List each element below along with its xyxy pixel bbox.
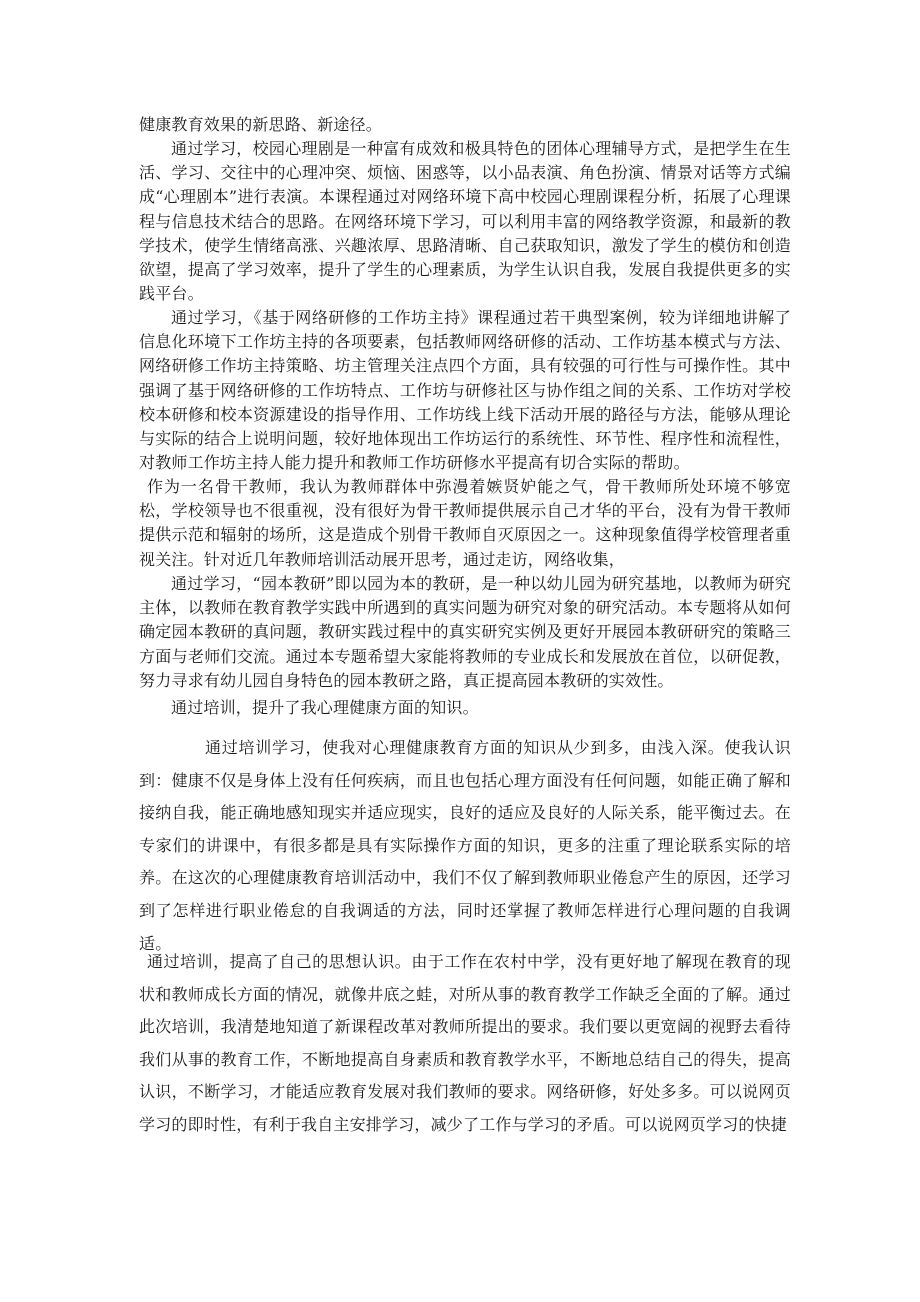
paragraph-4: 作为一名骨干教师，我认为教师群体中弥漫着嫉贤妒能之气，骨干教师所处环境不够宽松，学校领导也不很重视，没有很好为骨干教师提供展示自己才华的平台，没有为骨干教师提供示范和辐射的场所，这是造成个别骨干教师自灭原因之一。这种现象值得学校管理者重视关注。针对近几年教师培训活动展开思考，通过走访，网络收集， <box>139 477 791 569</box>
paragraph-3: 通过学习，《基于网络研修的工作坊主持》课程通过若干典型案例，较为详细地讲解了信息化环境下工作坊主持的各项要素，包括教师网络研修的活动、工作坊基本模式与方法、网络研修工作坊主持策略、坊主管理关注点四个方面，具有较强的可行性与可操作性。其中强调了基于网络研修的工作坊特点、工作坊与研修社区与协作组之间的关系、工作坊对学校校本研修和校本资源建设的指导作用、工作坊线上线下活动开展的路径与方法，能够从理论与实际的结合上说明问题，较好地体现出工作坊运行的系统性、环节性、程序性和流程性，对教师工作坊主持人能力提升和教师工作坊研修水平提高有切合实际的帮助。 <box>139 308 791 473</box>
paragraph-7: 通过培训学习，使我对心理健康教育方面的知识从少到多，由浅入深。使我认识到：健康不仅是身体上没有任何疾病，而且也包括心理方面没有任何问题，如能正确了解和接纳自我，能正确地感知现实并适应现实，良好的适应及良好的人际关系，能平衡过去。在专家们的讲课中，有很多都是具有实际操作方面的知识，更多的注重了理论联系实际的培养。在这次的心理健康教育培训活动中，我们不仅了解到教师职业倦怠产生的原因，还学习到了怎样进行职业倦怠的自我调适的方法，同时还掌握了教师怎样进行心理问题的自我调适。 <box>139 738 791 953</box>
paragraph-5: 通过学习，“园本教研”即以园为本的教研，是一种以幼儿园为研究基地，以教师为研究主体，以教师在教育教学实践中所遇到的真实问题为研究对象的研究活动。本专题将从如何确定园本教研的真问题，教研实践过程中的真实研究实例及更好开展园本教研研究的策略三方面与老师们交流。通过本专题希望大家能将教师的专业成长和发展放在首位，以研促教，努力寻求有幼儿园自身特色的园本教研之路，真正提高园本教研的实效性。 <box>139 574 791 690</box>
paragraph-6: 通过培训，提升了我心理健康方面的知识。 <box>171 698 479 717</box>
paragraph-8: 通过培训，提高了自己的思想认识。由于工作在农村中学，没有更好地了解现在教育的现状和教师成长方面的情况，就像井底之蛙，对所从事的教育教学工作缺乏全面的了解。通过此次培训，我清楚地知道了新课程改革对教师所提出的要求。我们要以更宽阔的视野去看待我们从事的教育工作，不断地提高自身素质和教育教学水平，不断地总结自己的得失，提高认识，不断学习，才能适应教育发展对我们教师的要求。网络研修，好处多多。可以说网页学习的即时性，有利于我自主安排学习，减少了工作与学习的矛盾。可以说网页学习的快捷 <box>139 952 791 1134</box>
paragraph-1: 健康教育效果的新思路、新途径。 <box>139 115 383 134</box>
paragraph-2: 通过学习，校园心理剧是一种富有成效和极具特色的团体心理辅导方式，是把学生在生活、学习、交往中的心理冲突、烦恼、困惑等，以小品表演、角色扮演、情景对话等方式编成“心理剧本”进行表演。本课程通过对网络环境下高中校园心理剧课程分析，拓展了心理课程与信息技术结合的思路。在网络环境下学习，可以利用丰富的网络教学资源，和最新的教学技术，使学生情绪高涨、兴趣浓厚、思路清晰、自己获取知识，激发了学生的模仿和创造欲望，提高了学习效率，提升了学生的心理素质，为学生认识自我，发展自我提供更多的实践平台。 <box>139 139 791 304</box>
